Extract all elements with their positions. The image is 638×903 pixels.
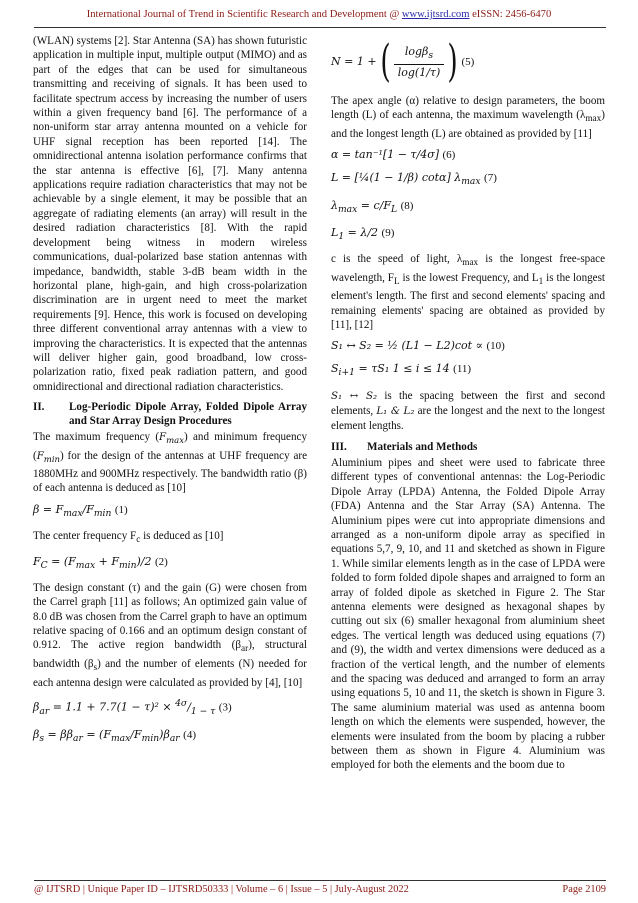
- equation-9: $L_1 = \lambda/2$ (9): [331, 225, 395, 242]
- paragraph-spacing: S₁ ↔ S₂ is the spacing between the first and second elements, L₁ & L₂ are the longest and the next to the longest element lengths.: [331, 389, 606, 433]
- left-column: [33, 34, 307, 754]
- section-heading-2: II. Log-Periodic Dipole Array, Folded Dipole Array and Star Array Design Procedures: [33, 401, 307, 428]
- equation-11: $S_{i+1} = \tau S_1$ 1 ≤ i ≤ 14 (11): [331, 362, 472, 379]
- section-heading-3: III. Materials and Methods: [331, 440, 478, 453]
- equation-6: α = tan⁻¹[1 − τ/4σ] (6): [331, 148, 456, 162]
- equation-5: N = 1 + ( $\frac{\log\beta_s}{\log(1/\tau)}$ ) (5): [331, 36, 475, 87]
- equation-10: S₁ ↔ S₂ = ½ (L1 − L2)cot ∝ (10): [331, 339, 505, 353]
- paragraph-design-constant: The design constant (τ) and the gain (G) were chosen from the Carrel graph [11] as follows; An optimized gain value of 8.0 dB was chosen from the Carrel graph to have an optimum relative spacing of 0.166 and an optimum design constant of 0.912. The active region bandwidth $(\beta_{ar})$, structural bandwidth $(\beta_s)$ and the number of elements (N) needed for each antenna design were calculated as provided by [4], [10]: [33, 581, 307, 689]
- page-footer: @ IJTSRD | Unique Paper ID – IJTSRD50333 | Volume – 6 | Issue – 5 | July-August 2022 Page 2109: [34, 884, 606, 895]
- paragraph-materials: Aluminium pipes and sheet were used to fabricate three different types of conventional antennas: the Log-Periodic Dipole Array (LPDA) Antenna, the Folded Dipole Array (FDA) Antenna and the Star Array (SA) Antenna. The Aluminium pipes were cut into appropriate dimensions and arranged as a non-uniform dipole array as specified in equations 5,7, 9, 10, and 11 and sketched as shown in Figure 1. While similar elements length as in the case of LPDA were folded to form folded dipole shapes and arraigned to form an array of folded dipole as sketched in Figure 2. The Star antenna elements were designed as hexagonal shapes by cutting out six (6) smaller hexagonal from aluminium sheet edges. The vertical length was deduced using equations (7) and (9), the width and vertex dimensions were deduced as a fraction of the vertical length, and the number of elements and the spacing was deduced and arranged to form an array using equations 5, 10 and 11, the sketch is shown in Figure 3. The same aluminium material was used as antenna boom length on which the elements were suspended, however, the elements were insulated from the boom by placing a rubber between them as shown in Figure 4. Aluminium was employed for both the elements and the boom due to: [331, 456, 605, 772]
- header-divider: [34, 27, 606, 28]
- equation-1: $\beta = F_{max}/F_{min}$ (1): [33, 502, 128, 520]
- footer-divider: [34, 880, 606, 881]
- paragraph-frequency: The maximum frequency $(F_{max})$ and minimum frequency $(F_{min})$ for the design of the antennas at UHF frequency are 1880MHz and 900MHz respectively. The bandwidth ratio (β) of each antenna is deduced as [10]: [33, 431, 307, 495]
- paragraph-intro: (WLAN) systems [2]. Star Antenna (SA) has shown futuristic application in multiple input, multiple output (MIMO) and as part of the edges that can be used for simultaneous transmitting and receiving of signals. It has been used to facilitate spectrum access by increasing the number of users within a given frequency band [6]. The performance of a non-uniform star array antenna mounted on a vehicle for UHF signal reception has been reported [14]. The omnidirectional antenna isolation performance confirms that the star antenna is effective [6], [7]. Many antenna applications require radiation characteristics that may not be achievable by a single element, it may be possible that an aggregate of radiating elements (an array) will result in the desired radiation characteristics [8]. With the rapid development being witness in modern wireless communications, dual-polarized base station antennas with impedance, bandwidth, stable 3-dB beam width in the horizontal plane, high-gain, and high cross-polarization discrimination are in urgent need to meet the market requirements [9]. Hence, this work is focused on developing three different conventional array antennas with a view to improving the characteristics. It is expected that the antennas will deliver higher gain, good broadband, low cross-polarization ratio, fixed peak radiation pattern, and good omnidirectional and directional radiation characteristics.: [33, 35, 307, 393]
- paragraph-speed-of-light: c is the speed of light, $\lambda_{max}$ is the longest free-space wavelength, $F_L$ is the lowest Frequency, and $L_1$ is the longest element's length. The first and second elements' spacing and remaining elements' spacing are obtained as provided by [11], [12]: [331, 253, 605, 332]
- journal-link[interactable]: www.ijtsrd.com: [401, 9, 470, 20]
- right-column: [331, 34, 605, 777]
- paragraph-apex-angle: The apex angle (α) relative to design parameters, the boom length (L) of each antenna, the maximum wavelength $(\lambda_{max})$ and the longest length (L) are obtained as provided by [11]: [331, 95, 605, 141]
- journal-header: International Journal of Trend in Scientific Research and Development @ www.ijtsrd.com eISSN: 2456-6470: [86, 9, 552, 20]
- paragraph-center-frequency: The center frequency $F_c$ is deduced as [10]: [33, 530, 224, 546]
- equation-8: $\lambda_{max} = c/F_L$ (8): [331, 198, 414, 215]
- equation-4: $\beta_s = \beta\beta_{ar} = (F_{max}/F_{min})\beta_{ar}$ (4): [33, 727, 196, 745]
- equation-3: $\beta_{ar} = 1.1 + 7.7(1 - \tau)^2 \times ^{4\sigma}/_{1 - \tau}$ (3): [33, 698, 232, 717]
- equation-2: $F_C = (F_{max} + F_{min})/2$ (2): [33, 554, 168, 571]
- equation-7: L = [¼(1 − 1/β) cotα] $\lambda_{max}$ (7): [331, 171, 497, 188]
